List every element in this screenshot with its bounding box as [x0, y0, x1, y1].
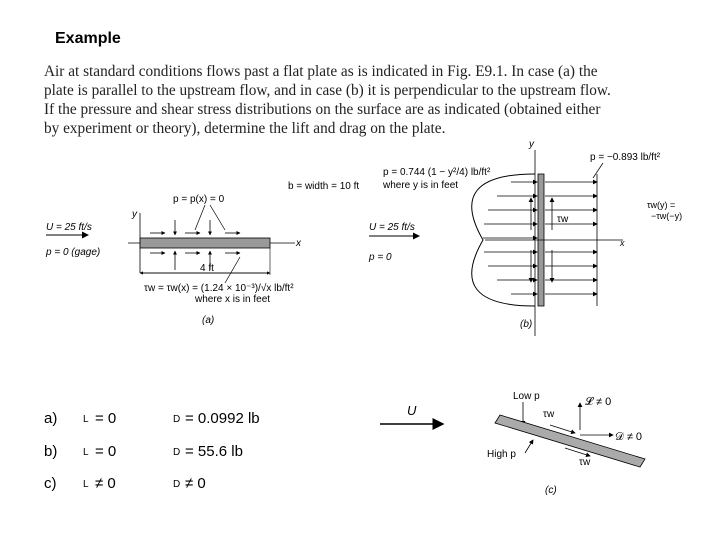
result-case-c: c): [44, 475, 57, 492]
lift-value: = 0: [95, 443, 117, 460]
drag-symbol: D: [173, 447, 181, 458]
width-label: b = width = 10 ft: [288, 181, 360, 192]
drag-symbol: D: [173, 414, 181, 425]
problem-line: Air at standard conditions flows past a flat plate as is indicated in Fig. E9.1. In case (a) the: [44, 63, 598, 80]
lift-symbol: L: [83, 479, 89, 490]
low-p-label: Low p: [513, 391, 540, 402]
high-p-arrow: [525, 440, 533, 453]
tau-func-label: −τw(−y): [651, 211, 683, 221]
drag-value: ≠ 0: [185, 475, 206, 492]
tau-upper-label: τw: [543, 409, 555, 420]
lift-value: = 0: [95, 410, 117, 427]
back-pressure-leader: [593, 163, 603, 178]
back-pressure-arrows: [545, 182, 597, 294]
u-label: U: [407, 403, 417, 418]
lift-label: 𝓛 ≠ 0: [585, 396, 612, 408]
result-case-b: b): [44, 443, 58, 460]
tau-lower-label: τw: [579, 457, 591, 468]
gage-label: p = 0 (gage): [46, 247, 101, 258]
high-p-label: High p: [487, 449, 516, 460]
drag-label: 𝒟 ≠ 0: [615, 431, 643, 443]
problem-line: If the pressure and shear stress distributions on the surface are as indicated (obtained either: [44, 101, 601, 118]
figure-c: [375, 385, 675, 500]
slide-title: Example: [55, 30, 121, 47]
drag-value: = 55.6 lb: [185, 443, 243, 460]
problem-statement: [44, 62, 664, 138]
pressure-label: p = p(x) = 0: [173, 194, 225, 205]
length-label: 4 ft: [200, 263, 214, 274]
pressure-leader: [210, 205, 225, 230]
velocity-label: U = 25 ft/s: [46, 222, 92, 233]
y-axis-label: y: [529, 139, 534, 150]
back-pressure-label: p = −0.893 lb/ft²: [590, 152, 661, 163]
where-label: where y is in feet: [383, 180, 459, 191]
lift-value: ≠ 0: [95, 475, 116, 492]
where-label: where x is in feet: [195, 294, 271, 305]
result-case-a: a): [44, 410, 58, 427]
shear-leader: [225, 257, 240, 283]
pressure-leader: [195, 205, 205, 230]
tau-func-label: τw(y) =: [647, 200, 676, 210]
front-pressure-label: p = 0.744 (1 − y²/4) lb/ft²: [383, 167, 491, 178]
caption-b: (b): [520, 319, 533, 330]
lift-symbol: L: [83, 414, 89, 425]
caption-c: (c): [545, 485, 557, 496]
caption-a: (a): [202, 315, 215, 326]
drag-value: = 0.0992 lb: [185, 410, 260, 427]
lift-symbol: L: [83, 447, 89, 458]
problem-line: by experiment or theory), determine the lift and drag on the plate.: [44, 120, 446, 137]
figure-a: [40, 175, 360, 330]
front-pressure-arrows: [483, 182, 537, 294]
y-axis-label: y: [132, 209, 137, 220]
velocity-label: U = 25 ft/s: [369, 222, 415, 233]
figure-b: [365, 138, 685, 338]
flat-plate: [140, 238, 270, 248]
x-axis-label: x: [620, 238, 625, 248]
x-axis-label: x: [296, 238, 301, 249]
p-label: p = 0: [369, 252, 392, 263]
tau-label: τw: [557, 214, 569, 225]
shear-label: τw = τw(x) = (1.24 × 10⁻³)/√x lb/ft²: [144, 283, 294, 294]
problem-line: plate is parallel to the upstream flow, and in case (b) it is perpendicular to the upstream flow.: [44, 82, 611, 99]
drag-symbol: D: [173, 479, 181, 490]
